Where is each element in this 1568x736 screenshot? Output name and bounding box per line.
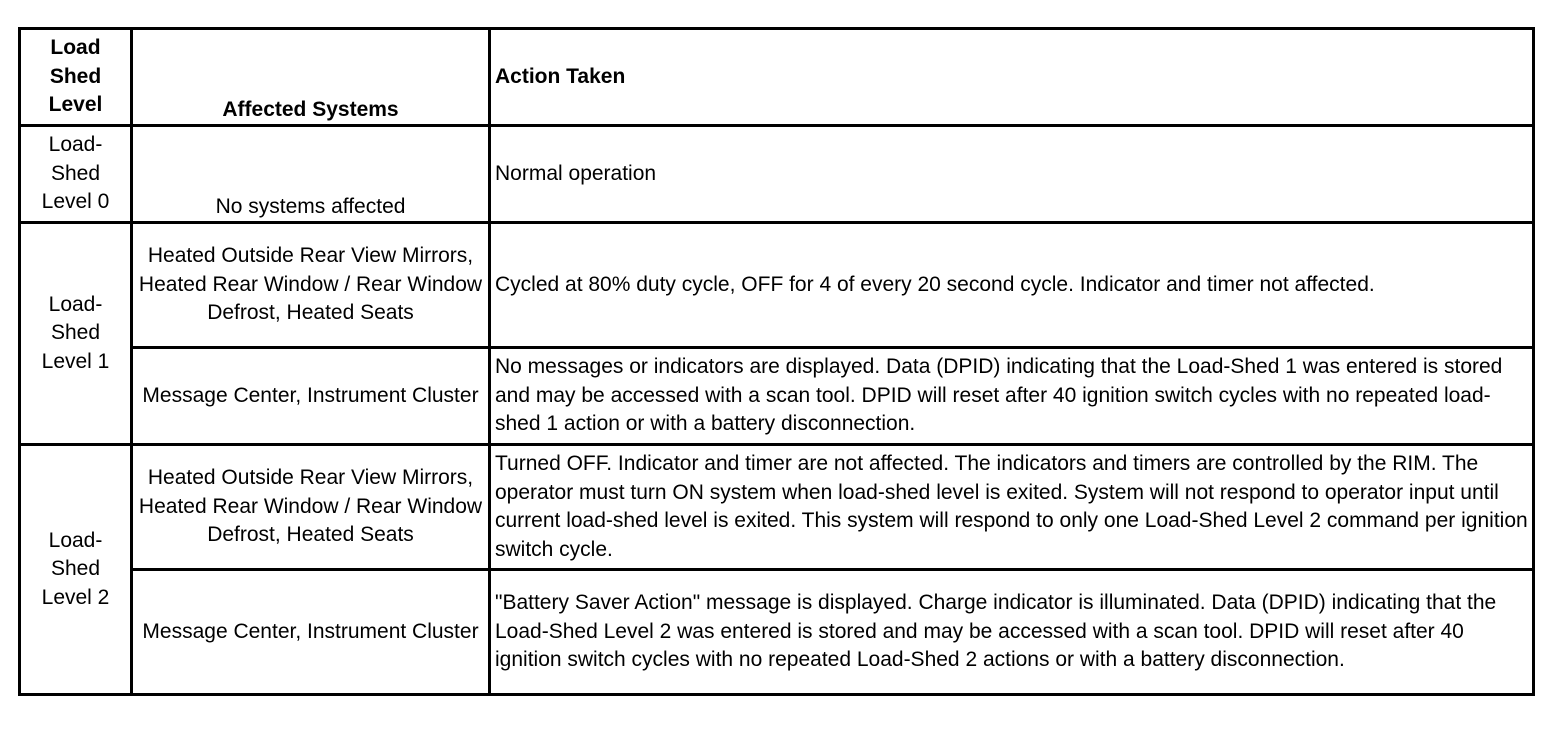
systems-cell: Message Center, Instrument Cluster <box>132 570 490 695</box>
level-cell: Load- Shed Level 2 <box>20 445 132 695</box>
header-row <box>20 29 1534 126</box>
header-systems: Affected Systems <box>132 29 490 126</box>
action-cell: Turned OFF. Indicator and timer are not affected. The indicators and timers are controlled by the RIM. The operator must turn ON system when load-shed level is exited. System will not respond to operator input until current load-shed level is exited. This system will respond to only one Load-Shed Level 2 command per ignition switch cycle. <box>490 445 1534 570</box>
action-cell: Cycled at 80% duty cycle, OFF for 4 of every 20 second cycle. Indicator and timer not affected. <box>490 223 1534 348</box>
level-cell: Load- Shed Level 1 <box>20 223 132 445</box>
header-action: Action Taken <box>490 29 1534 126</box>
systems-cell: Heated Outside Rear View Mirrors, Heated Rear Window / Rear Window Defrost, Heated Seats <box>132 445 490 570</box>
action-cell: No messages or indicators are displayed. Data (DPID) indicating that the Load-Shed 1 was entered is stored and may be accessed with a scan tool. DPID will reset after 40 ignition switch cycles with no repeated load-shed 1 action or with a battery disconnection. <box>490 348 1534 445</box>
systems-cell: Heated Outside Rear View Mirrors, Heated Rear Window / Rear Window Defrost, Heated Seats <box>132 223 490 348</box>
load-shed-table <box>18 27 1535 696</box>
level-cell: Load- Shed Level 0 <box>20 126 132 223</box>
table-row <box>20 126 1534 223</box>
table-row <box>20 223 1534 348</box>
systems-cell: No systems affected <box>132 126 490 223</box>
systems-cell: Message Center, Instrument Cluster <box>132 348 490 445</box>
table-row <box>20 348 1534 445</box>
action-cell: "Battery Saver Action" message is displayed. Charge indicator is illuminated. Data (DPID) indicating that the Load-Shed Level 2 was entered is stored and may be accessed with a scan tool. DPID will reset after 40 ignition switch cycles with no repeated Load-Shed 2 actions or with a battery disconnection. <box>490 570 1534 695</box>
table-row <box>20 570 1534 695</box>
header-level: Load Shed Level <box>20 29 132 126</box>
action-cell: Normal operation <box>490 126 1534 223</box>
table-row <box>20 445 1534 570</box>
